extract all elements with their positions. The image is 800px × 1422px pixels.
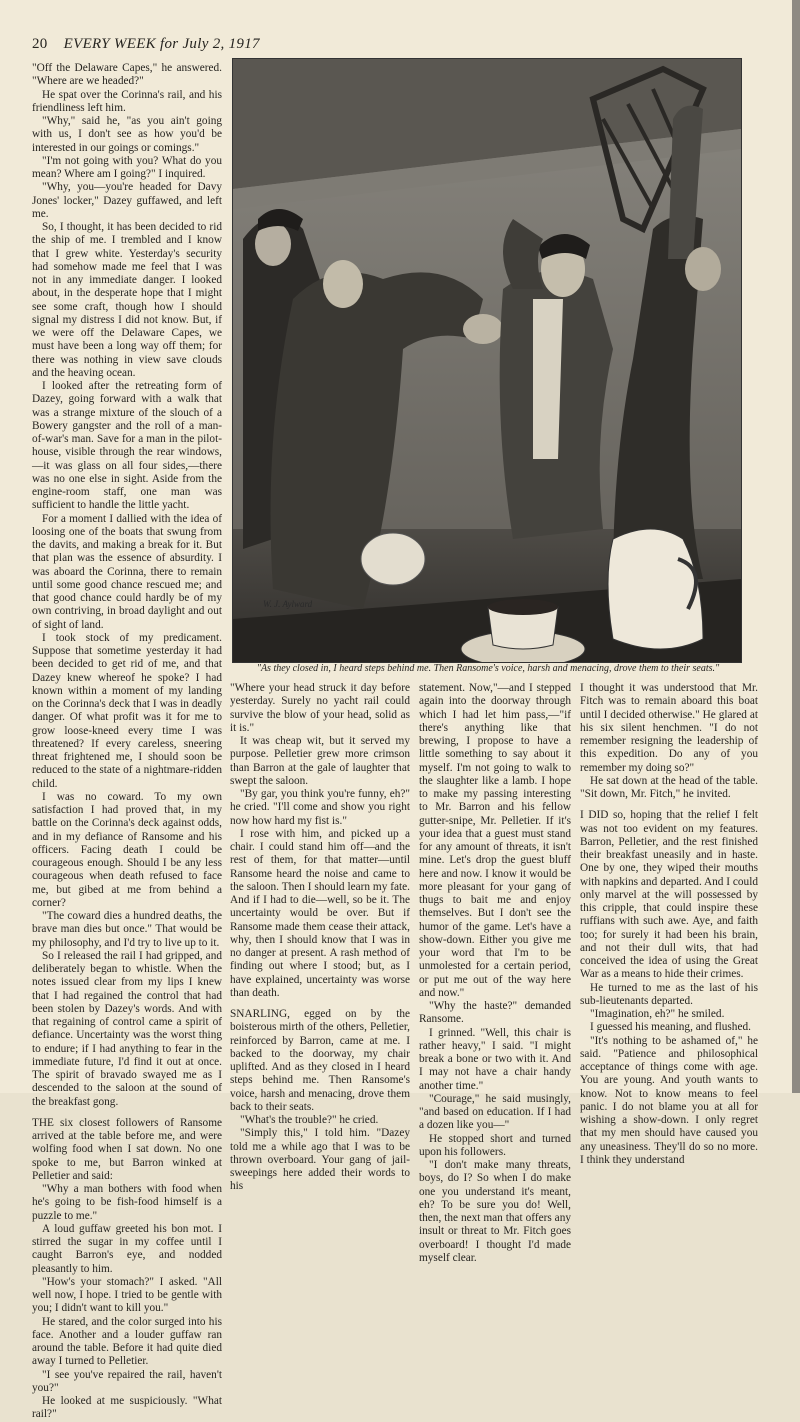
paragraph: He stared, and the color surged into his face. Another and a louder guffaw ran around the table. Before it had quite died away I turned to Pelletier.: [32, 1315, 222, 1368]
paragraph: "How's your stomach?" I asked. "All well now, I hope. I tried to be gentle with you; I didn't want to kill you.": [32, 1275, 222, 1315]
paragraph: I looked after the retreating form of Dazey, going forward with a walk that was a strange mixture of the slouch of a Bowery gangster and the roll of a man-of-war's man. Save for a man in the pilot-house, visible through the rear windows,—it was glass on all four sides,—there was no one else in sight. Aside from the engine-room staff, one man was sufficient to handle the little yacht.: [32, 380, 222, 512]
paragraph: I rose with him, and picked up a chair. I could stand him off—and the rest of them, for that matter—until Ransome heard the noise and came to the saloon. Then I should learn my fate. And if I had to die—well, so be it. The uncertainty would be over. But if Ransome made them cease their attack, why, then I should know that I was in no danger at present. A rash method of finding out where I stood; but, as I have explained, uncertainty was worse than death.: [230, 827, 410, 999]
paragraph: "Where your head struck it day before yesterday. Surely no yacht rail could survive the blow of your head, solid as it is.": [230, 682, 410, 734]
paragraph: I guessed his meaning, and flushed.: [590, 1021, 751, 1034]
paragraph: "I don't make many threats, boys, do I? So when I do make one you understand it's meant, eh? To be sure you do! Well, then, the next man that offers any insult or threat to Mr. Fitch goes overboard! I thought I'd made myself clear.: [419, 1159, 571, 1264]
paragraph: "By gar, you think you're funny, eh?" he cried. "I'll come and show you right now how hard my fist is.": [230, 788, 410, 827]
paragraph: I thought it was understood that Mr. Fitch was to remain aboard this boat until I decided otherwise." He glared at his six silent henchmen. "I do not remember resigning the leadership of this expedition. Do any of you remember my doing so?": [580, 682, 758, 774]
paragraph: "Why," said he, "as you ain't going with us, I don't see as how you'd be interested in our goings or comings.": [32, 115, 222, 154]
paragraph: "Why a man bothers with food when he's going to be fish-food himself is a puzzle to me.": [32, 1183, 222, 1222]
magazine-title: EVERY WEEK for July 2, 1917: [63, 36, 260, 52]
text-column-3: [419, 682, 571, 1265]
story-illustration: [232, 58, 742, 663]
illustration-caption: "As they closed in, I heard steps behind me. Then Ransome's voice, harsh and menacing, drove them to their seats.": [256, 663, 720, 674]
paragraph: So I released the rail I had gripped, and deliberately began to whistle. When the notes issued clear from my lips I knew that I had regained the control that had been stolen by Dazey's words. And with that regaining of control came a spirit of defiance. Uncertainty was the worst thing to endure; if I had anything to fear in the immediate future, I'd find it out at once. The spirit of bravado swayed me as I descended to the saloon at the sound of the breakfast gong.: [32, 949, 222, 1108]
section-paragraph: I DID so, hoping that the relief I felt was not too evident on my features. Barron, Pelletier, and the rest finished their breakfast uneasily and in haste. One by one, they wiped their mouths with napkins and departed. And I could only marvel at the will possessed by this cripple, that could inspire these ruffians with such awe. Aye, and faith too; for surely it had been his brain, and not their dull wits, that had conceived the idea of using the Great War as a means to hide their crimes.: [580, 809, 758, 981]
paragraph: It was cheap wit, but it served my purpose. Pelletier grew more crimson than Barron at the gale of laughter that swept the saloon.: [230, 735, 410, 787]
paragraph: "Simply this," I told him. "Dazey told me a while ago that I was to be thrown overboard. Your gang of jail-sweepings here added their words to his: [230, 1127, 410, 1193]
paragraph: He sat down at the head of the table. "Sit down, Mr. Fitch," he invited.: [580, 774, 758, 800]
paragraph: For a moment I dallied with the idea of loosing one of the boats that swung from the davits, and making a break for it. But that plan was the essence of absurdity. I was aboard the Corinna, there to remain until some good chance rescued me; and that good chance could hardly be of my own contriving, in broad daylight and out of sight of land.: [32, 512, 222, 631]
page-header: [32, 36, 260, 53]
paragraph: He stopped short and turned upon his followers.: [419, 1132, 571, 1158]
paragraph: "Off the Delaware Capes," he answered. "Where are we headed?": [32, 62, 222, 88]
paragraph: He looked at me suspiciously. "What rail?": [32, 1395, 222, 1421]
paragraph: "The coward dies a hundred deaths, the brave man dies but once." That would be my philosophy, and I'd try to live up to it.: [32, 910, 222, 949]
paragraph: So, I thought, it has been decided to rid the ship of me. I trembled and I know that I grew white. Yesterday's security had somehow made me feel that I was not in any immediate danger. I looked about, in the desperate hope that I might see some craft, though how I should signal my distress I did not know. But, if we were off the Delaware Capes, we must have been a long way off them; for there was nothing in view save clouds and the heaving ocean.: [32, 221, 222, 379]
paragraph: I was no coward. To my own satisfaction I had proved that, in my battle on the Corinna's deck against odds, and in my defiance of Ransome and his officers. Facing death I could be courageous enough. Should I be any less courageous when death refused to face me, but gibed at me from behind a corner?: [32, 790, 222, 909]
paragraph: "Why the haste?" demanded Ransome.: [419, 1000, 571, 1026]
page-number: 20: [32, 36, 48, 52]
page-edge: [792, 0, 800, 1093]
paragraph: "I see you've repaired the rail, haven't you?": [32, 1368, 222, 1394]
paragraph: He spat over the Corinna's rail, and his friendliness left him.: [32, 88, 222, 114]
paragraph: He turned to me as the last of his sub-lieutenants departed.: [580, 981, 758, 1007]
section-paragraph: SNARLING, egged on by the boisterous mirth of the others, Pelletier, reinforced by Barron, came at me. I backed to the doorway, my chair uplifted. And as they closed in I heard steps behind me. Then Ransome's voice, harsh and menacing, drove them back to their seats.: [230, 1008, 410, 1113]
paragraph: "I'm not going with you? What do you mean? Where am I going?" I inquired.: [32, 154, 222, 180]
text-column-2: [230, 682, 410, 1194]
paragraph: "Imagination, eh?" he smiled.: [590, 1008, 725, 1020]
text-column-4: [580, 682, 758, 1167]
paragraph: I took stock of my predicament. Suppose that sometime yesterday it had been decided to get rid of me, and that Dazey knew whereof he spoke? I had known within a moment of my landing on the Corinna's deck that I was in deadly danger. Of what profit was it for me to grow loose-kneed every time I was threatened? If every careless, sneering threat frightened me, I should soon be reduced to the state of a nightmare-ridden child.: [32, 631, 222, 790]
section-paragraph: THE six closest followers of Ransome arrived at the table before me, and were wolfing food when I sat down. No one spoke to me, but Barron winked at Pelletier and said:: [32, 1116, 222, 1182]
text-column-1: [32, 62, 222, 1422]
paragraph: "Courage," he said musingly, "and based on education. If I had a dozen like you—": [419, 1092, 571, 1132]
illustration-drawing: [233, 59, 741, 662]
paragraph: "It's nothing to be ashamed of," he said. "Patience and philosophical acceptance of things come with age. You are young. And youth wants to know. Not to know means to feel panic. I do not blame you at all for wishing a show-down. I only regret that my men should have caused you any uneasiness. They'll do so no more. I think they understand: [580, 1034, 758, 1166]
paragraph: I grinned. "Well, this chair is rather heavy," I said. "I might break a bone or two with it. And I may not have a chair handy another time.": [419, 1026, 571, 1092]
paragraph: "What's the trouble?" he cried.: [240, 1114, 379, 1126]
paragraph: "Why, you—you're headed for Davy Jones' locker," Dazey guffawed, and left me.: [32, 181, 222, 220]
artist-signature: W. J. Aylward: [263, 599, 313, 609]
paragraph: statement. Now,"—and I stepped again into the doorway through which I had let him pass,—"if there's anything like that brewing, I propose to have a little something to say about it myself. I'm not going to walk to the slaughter like a lamb. I hope to make my passing interesting to Mr. Barron and his fellow gutter-snipe, Mr. Pelletier. If it's your idea that a guest must stand for any amount of threats, it isn't mine. Let's drop the guest bluff here and now. I know it would be more pleasant for your gang of thugs to bait me and enjoy themselves. But I don't see the humor of the game. Let's have a show-down. Either you give me your word that I'm to be unmolested for a certain period, or put me out of the way here and now.": [419, 682, 571, 999]
paragraph: A loud guffaw greeted his bon mot. I stirred the sugar in my coffee until I caught Barron's eye, and nodded pleasantly to him.: [32, 1222, 222, 1275]
